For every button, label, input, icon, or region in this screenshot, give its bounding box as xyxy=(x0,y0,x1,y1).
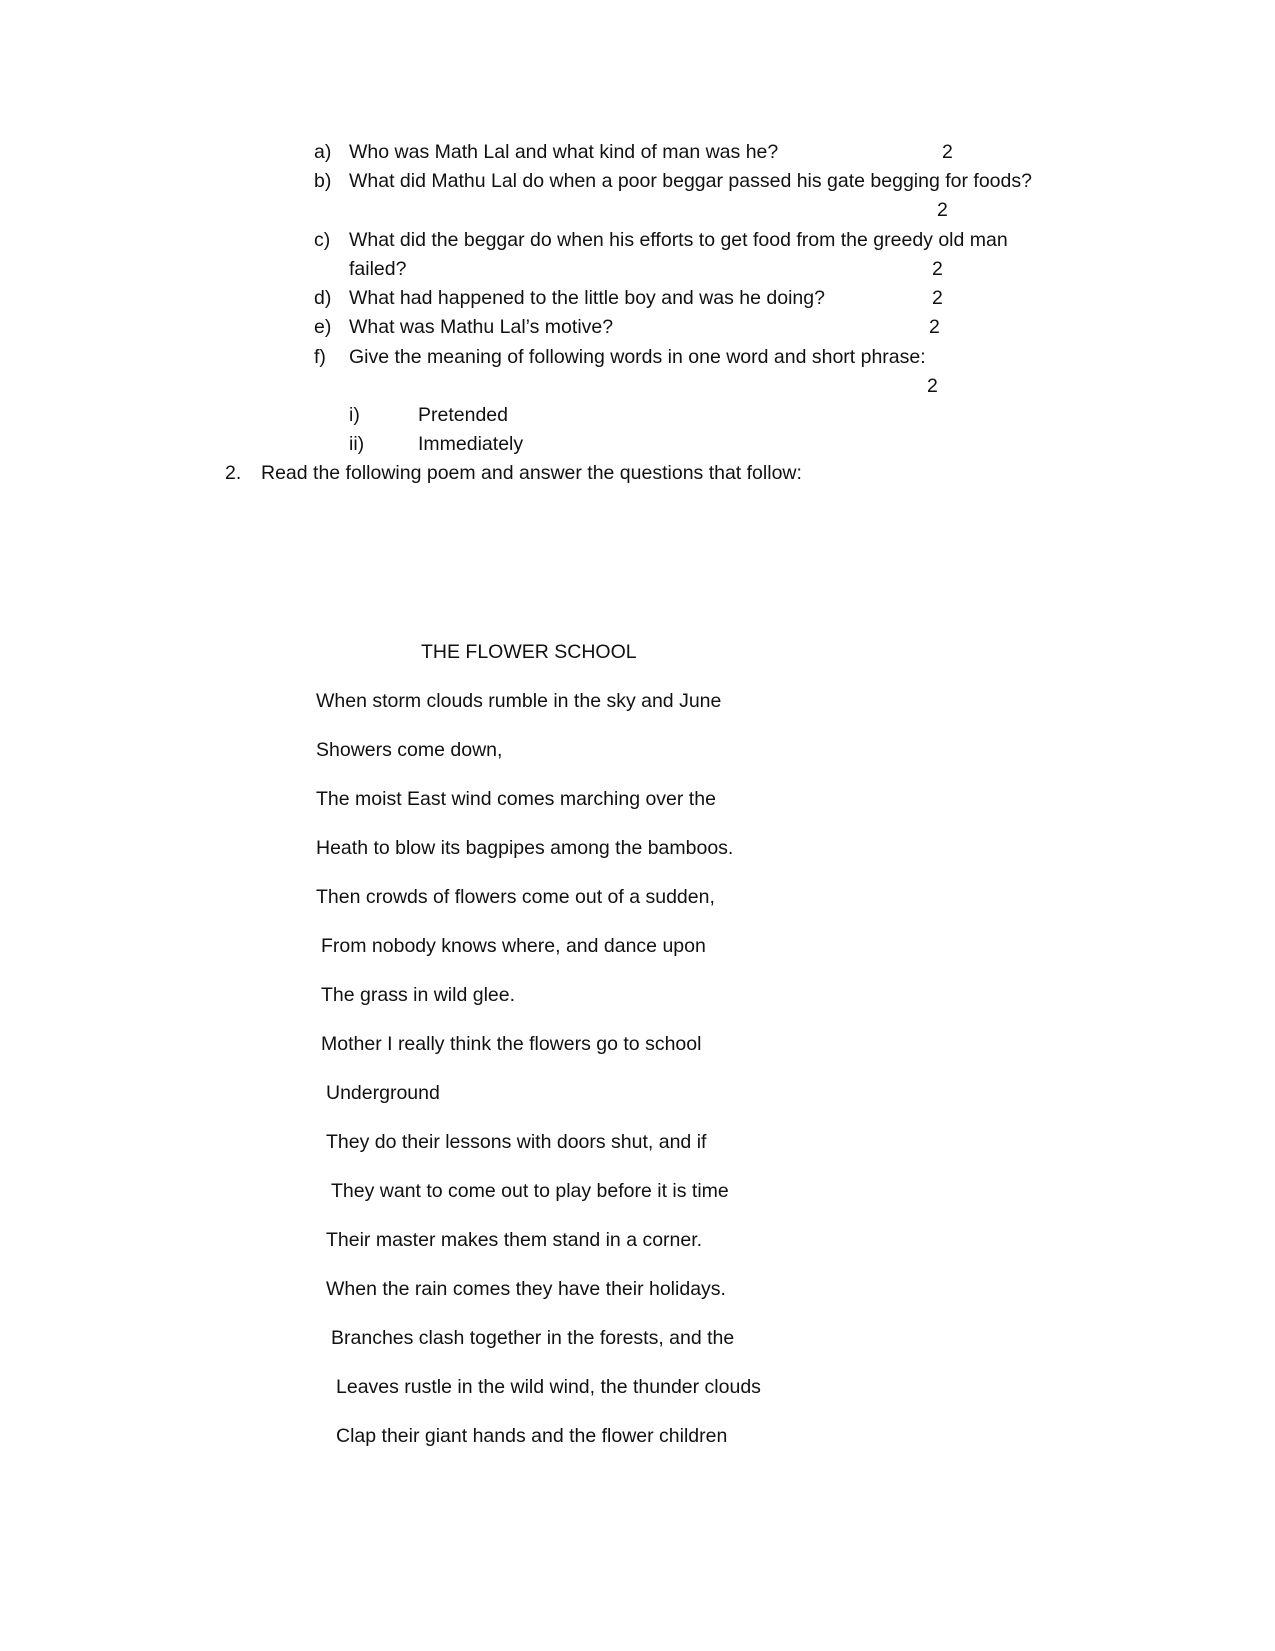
question-c-marks: 2 xyxy=(932,258,943,280)
word-ii: Immediately xyxy=(418,433,524,455)
question-a-label: a) xyxy=(314,141,332,163)
word-ii-label: ii) xyxy=(349,433,365,455)
question-b-label: b) xyxy=(314,170,332,192)
question-d-text: What had happened to the little boy and was he doing? xyxy=(349,287,825,309)
question-e-marks: 2 xyxy=(929,316,940,338)
word-i: Pretended xyxy=(418,404,508,426)
poem-line: When storm clouds rumble in the sky and June xyxy=(316,690,722,712)
poem-line: Then crowds of flowers come out of a sudden, xyxy=(316,886,715,908)
question-e-label: e) xyxy=(314,316,332,338)
question-d-label: d) xyxy=(314,287,332,309)
poem-line: Showers come down, xyxy=(316,739,503,761)
poem-line: They do their lessons with doors shut, and if xyxy=(326,1131,707,1153)
section-2-instruction: Read the following poem and answer the questions that follow: xyxy=(261,462,802,484)
poem-line: The grass in wild glee. xyxy=(321,984,516,1006)
poem-line: Heath to blow its bagpipes among the bamboos. xyxy=(316,837,734,859)
question-b-marks: 2 xyxy=(937,199,948,221)
poem-line: Leaves rustle in the wild wind, the thunder clouds xyxy=(336,1376,761,1398)
question-c-text: What did the beggar do when his efforts to get food from the greedy old man xyxy=(349,229,1008,251)
poem-line: The moist East wind comes marching over the xyxy=(316,788,716,810)
question-b-text: What did Mathu Lal do when a poor beggar passed his gate begging for foods? xyxy=(349,170,1032,192)
poem-line: Underground xyxy=(326,1082,440,1104)
poem-line: From nobody knows where, and dance upon xyxy=(321,935,706,957)
question-c-label: c) xyxy=(314,229,331,251)
poem-line: Their master makes them stand in a corner. xyxy=(326,1229,703,1251)
poem-line: Mother I really think the flowers go to school xyxy=(321,1033,702,1055)
question-c-text-continued: failed? xyxy=(349,258,407,280)
question-f-marks: 2 xyxy=(927,375,938,397)
question-d-marks: 2 xyxy=(932,287,943,309)
poem-line: Clap their giant hands and the flower children xyxy=(336,1425,728,1447)
poem-title: THE FLOWER SCHOOL xyxy=(421,641,637,663)
question-a-text: Who was Math Lal and what kind of man was he? xyxy=(349,141,779,163)
question-a-marks: 2 xyxy=(942,141,953,163)
word-i-label: i) xyxy=(349,404,360,426)
poem-line: They want to come out to play before it is time xyxy=(331,1180,729,1202)
section-2-number: 2. xyxy=(225,462,242,484)
poem-line: Branches clash together in the forests, and the xyxy=(331,1327,735,1349)
poem-line: When the rain comes they have their holidays. xyxy=(326,1278,726,1300)
question-e-text: What was Mathu Lal’s motive? xyxy=(349,316,614,338)
question-f-text: Give the meaning of following words in one word and short phrase: xyxy=(349,346,926,368)
question-f-label: f) xyxy=(314,346,326,368)
